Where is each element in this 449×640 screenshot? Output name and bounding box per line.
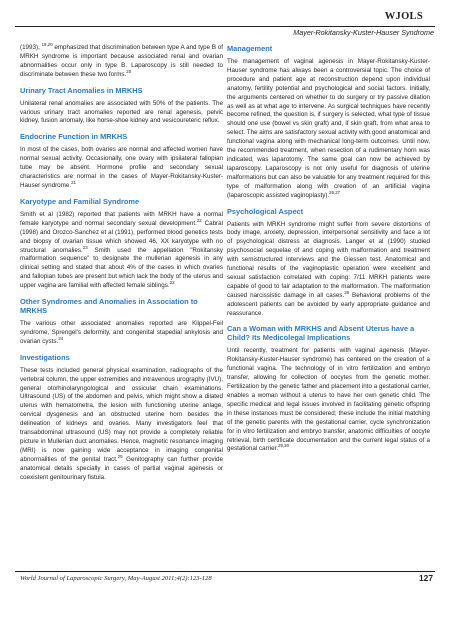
section-heading: Can a Woman with MRKHS and Absent Uterus have a Child? Its Medicolegal Implications — [227, 324, 415, 343]
paragraph-text: These tests included general physical examination, radiographs of the vertebral column, the upper extremities and intravenous urography (IVU), general otorhinolaryngological and ossicular chain examinations. Ultrasound (US) of the abdomen and pelvis, which might show a dilated uterus with hematometra, the lesion with functioning uterine anlage, cervical dysgenesis and an obstructed uterine horn besides the delineation of kidneys and ovaries. Many investigators feel that transabdominal ultrasound (US) may not provide a completely reliable picture in Mullerian duct anomalies. Hence, magnetic resonance imaging (MRI) is now gaining wide acceptance in imaging congenital abnormalities of the genital tract. — [20, 366, 223, 463]
paragraph-text: (1993), — [20, 44, 42, 51]
reference-citation: 26,27 — [329, 189, 341, 195]
body-paragraph — [20, 367, 223, 483]
reference-citation: 21 — [71, 179, 76, 185]
section-heading: Other Syndromes and Anomalies in Association to MRKHS — [20, 297, 198, 316]
section-heading: Karyotype and Familial Syndrome — [20, 196, 140, 206]
body-paragraph — [20, 211, 223, 291]
body-paragraph — [20, 146, 223, 191]
reference-citation: 22 — [169, 280, 175, 286]
body-paragraph — [227, 58, 430, 201]
paragraph-text: In most of the cases, both ovaries are normal and affected women have normal sexual activity. Occasionally, one ovary with ipsilateral fallopian tube may be absent. Hormone profile and secondary sexual characteristics are normal in the cases of Mayer-Rokitansky-Kuster-Hauser syndrome. — [20, 146, 223, 189]
section-heading: Psychological Aspect — [227, 206, 304, 216]
body-paragraph — [227, 221, 430, 319]
reference-citation: 25 — [117, 453, 123, 459]
paragraph-text: Behavioral problems of the adolescent patients can be avoided by early appropriate guidance and reassurance. — [227, 291, 430, 317]
section-heading: Urinary Tract Anomalies in MRKHS — [20, 85, 143, 95]
paragraph-text: Smith et al (1982) reported that patients with MRKH have a normal female karyotype and normal secondary sexual development. — [20, 210, 223, 227]
section-heading: Management — [227, 44, 273, 53]
reference-citation: 22 — [196, 217, 202, 223]
reference-citation: 23 — [82, 244, 88, 250]
footer-rule — [15, 571, 435, 572]
journal-logo: WJOLS — [384, 11, 423, 22]
section-heading: Investigations — [20, 352, 70, 362]
running-head: Mayer-Rokitansky-Kuster-Hauser Syndrome — [293, 28, 434, 37]
left-column — [20, 41, 224, 489]
page-number: 127 — [419, 573, 433, 583]
right-column — [227, 44, 430, 460]
paragraph-text: Smith used the appellation "Rokitansky malformation sequence" to designate the mullerian agenesis in any clinical setting and stated that about 4% of the cases in which ovaries and fallopian tubes are present but which lack the body of the uterus and upper vagina are familial with affected female siblings. — [20, 246, 223, 290]
paragraph-text: Cabral (1998) and Orozco-Sanchez et al (1991), performed blood genetics tests and biopsy of ovarian tissue which showed 46, XX karyotype with no structural anomalies. — [20, 219, 224, 254]
paragraph-text: The management of vaginal agenesis in Mayer-Rokitansky-Kuster-Hauser syndrome has always been a controversial topic. The choice of procedure and patient age at reconstruction depend upon individual anatomy, fertility potential and psychological and social factors. Initially, the arguments centered on whether to do surgery or try passive dilation as well as at what age to intervene. As surgical techniques have recently become refined, the question is, if surgery is selected, what type of tissue should one use (bowel vs skin graft) and, if skin graft, from what area to select. The aims are satisfactory sexual activity with good anatomical and functional vagina along with mechanical long-term outcomes. Until now, the recommended treatment, when resection of a rudimentary horn was indicated, was laparotomy. The same goal can now be achieved by laparoscopy. Laparoscopy is not only useful for diagnosis of uterine malformations but can also be valuable for any treatment required for this type of malformation along with creation of an artificial vagina (laparoscopic assisted vaginoplasty). — [227, 58, 430, 199]
body-paragraph — [20, 41, 223, 80]
section-heading: Endocrine Function in MRKHS — [20, 132, 128, 142]
paragraph-text: Until recently, treatment for patients with vaginal agenesis (Mayer-Rokitansky-Kuster-Hauser syndrome) has centered on the creation of a functional vagina. The technology of in vitro fertilization and embryo transfer, allowing for collection of oocytes from the genetic mother. Fertilization by the genetic father and placement into a gestational carrier, enables a woman without a uterus to have her own genetic child. The specific medical and legal issues involved in facilitating genetic offspring in these instances must be considered; these include the initial matching of the genetic parents with the gestational carrier, cycle synchronization for in vitro fertilization and embryo transfer, anatomic difficulties of oocyte retrieval, birth certificate documentation and the current legal status of a gestational carrier. — [227, 347, 430, 453]
reference-citation: 20 — [126, 68, 132, 74]
body-paragraph — [20, 320, 223, 347]
reference-citation: 28 — [344, 289, 350, 295]
body-paragraph — [20, 100, 223, 127]
reference-citation: 19,20 — [41, 41, 53, 47]
paragraph-text: Patients with MRKH syndrome might suffer from severe distortions of body image, anxiety, depression, interpersonal sensitivity and face a lot of psychological distress at diagnosis. Langer et al (1990) studied psychosocial sequelae of and coping with malformation and treatment with semistructured interviews and the Giessen test. Anatomical and functional results of the vaginoplastic operation were excellent and sexual satisfaction correlated with coping: 7/11 MRKH patients were capable of good to fair adaptation to the malformation. The malformation caused narcissistic damage in all cases. — [227, 220, 430, 299]
reference-citation: 29,30 — [278, 443, 290, 449]
paragraph-text: Genitography can further provide anatomical details specially in cases of partial vaginal agenesis or coexistent genitourinary fistula. — [20, 455, 224, 481]
paragraph-text: emphasized that discrimination between type A and type B of MRKH syndrome is important because associated renal and ovarian abnormalities occur only in type B. Laparoscopy is still needed to discriminate between these two forms. — [20, 44, 223, 78]
body-paragraph — [227, 347, 430, 454]
paragraph-text: Unilateral renal anomalies are associated with 50% of the patients. The various urinary tract anomalies reported are renal agenesis, pelvic kidney, fusion anomaly, like horse-shoe kidney and vesicoureteric reflux. — [20, 99, 223, 125]
journal-citation: World Journal of Laparoscopic Surgery, May-August 2011;4(2):123-128 — [20, 575, 212, 582]
paragraph-text: The various other associated anomalies reported are Klippel-Feil syndrome, Sprengel's deformity, and congenital stapedial ankylosis and ovarian cysts. — [20, 320, 223, 345]
reference-citation: 24 — [58, 335, 64, 341]
header-rule — [15, 26, 435, 27]
